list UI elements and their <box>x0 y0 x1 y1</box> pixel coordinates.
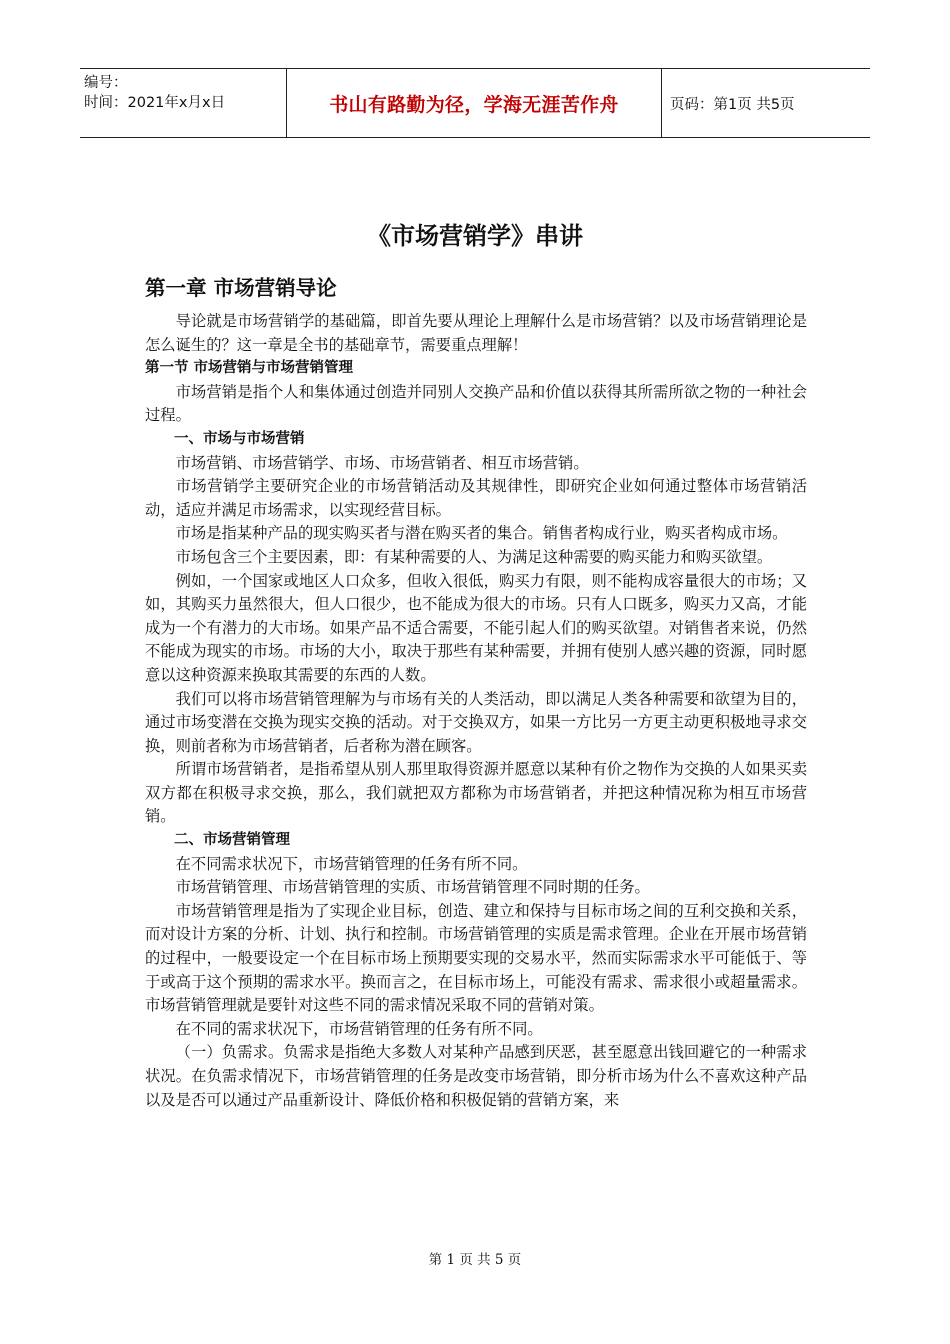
body-paragraph: 市场营销是指个人和集体通过创造并同别人交换产品和价值以获得其所需所欲之物的一种社会过程。 <box>145 382 807 425</box>
body-paragraph: 在不同的需求状况下，市场营销管理的任务有所不同。 <box>175 1019 543 1038</box>
document-body <box>145 310 807 1112</box>
page-header <box>80 68 870 138</box>
header-meta <box>80 69 286 137</box>
body-paragraph: 市场包含三个主要因素，即：有某种需要的人、为满足这种需要的购买能力和购买欲望。 <box>175 547 773 566</box>
document-number: 编号： <box>84 75 128 91</box>
body-paragraph: 市场营销管理、市场营销管理的实质、市场营销管理不同时期的任务。 <box>175 878 650 897</box>
header-page-info: 页码：第1页 共5页 <box>670 96 795 113</box>
body-paragraph: （一）负需求。负需求是指绝大多数人对某种产品感到厌恶，甚至愿意出钱回避它的一种需求状况。在负需求情况下，市场营销管理的任务是改变市场营销，即分析市场为什么不喜欢这种产品以及是否可以通过产品重新设计、降低价格和积极促销的营销方案，来 <box>145 1043 807 1109</box>
body-paragraph: 导论就是市场营销学的基础篇，即首先要从理论上理解什么是市场营销？以及市场营销理论是怎么诞生的？这一章是全书的基础章节，需要重点理解！ <box>145 312 807 354</box>
body-paragraph: 例如，一个国家或地区人口众多，但收入很低，购买力有限，则不能构成容量很大的市场；又如，其购买力虽然很大，但人口很少，也不能成为很大的市场。只有人口既多，购买力又高，才能成为一个有潜力的大市场。如果产品不适合需要，不能引起人们的购买欲望。对销售者来说，仍然不能成为现实的市场。市场的大小，取决于那些有某种需要，并拥有使别人感兴趣的资源，同时愿意以这种资源来换取其需要的东西的人数。 <box>145 571 807 684</box>
body-paragraph: 我们可以将市场营销管理解为与市场有关的人类活动，即以满足人类各种需要和欲望为目的，通过市场变潜在交换为现实交换的活动。对于交换双方，如果一方比另一方更主动更积极地寻求交换，则前者称为市场营销者，后者称为潜在顾客。 <box>145 689 807 755</box>
body-paragraph: 市场营销、市场营销学、市场、市场营销者、相互市场营销。 <box>175 453 589 472</box>
body-paragraph: 所谓市场营销者，是指希望从别人那里取得资源并愿意以某种有价之物作为交换的人如果买卖双方都在积极寻求交换，那么，我们就把双方都称为市场营销者，并把这种情况称为相互市场营销。 <box>145 760 807 826</box>
document-date: 时间：2021年x月x日 <box>84 95 226 111</box>
body-paragraph: 市场营销学主要研究企业的市场营销活动及其规律性，即研究企业如何通过整体市场营销活动，适应并满足市场需求，以实现经营目标。 <box>145 477 807 519</box>
body-paragraph: 市场是指某种产品的现实购买者与潜在购买者的集合。销售者构成行业，购买者构成市场。 <box>175 524 788 543</box>
header-motto: 书山有路勤为径，学海无涯苦作舟 <box>286 69 662 137</box>
subsection-heading: 一、市场与市场营销 <box>174 430 305 447</box>
document-title: 《市场营销学》串讲 <box>367 222 583 250</box>
page-footer: 第 1 页 共 5 页 <box>428 1252 522 1268</box>
body-paragraph: 在不同需求状况下，市场营销管理的任务有所不同。 <box>175 854 528 873</box>
chapter-heading: 第一章 市场营销导论 <box>145 276 337 300</box>
subsection-heading: 二、市场营销管理 <box>174 832 290 849</box>
body-paragraph: 市场营销管理是指为了实现企业目标，创造、建立和保持与目标市场之间的互利交换和关系，而对设计方案的分析、计划、执行和控制。市场营销管理的实质是需求管理。企业在开展市场营销的过程中，一般要设定一个在目标市场上预期要实现的交易水平，然而实际需求水平可能低于、等于或高于这个预期的需求水平。换而言之，在目标市场上，可能没有需求、需求很小或超量需求。市场营销管理就是要针对这些不同的需求情况采取不同的营销对策。 <box>145 901 807 1015</box>
section-heading: 第一节 市场营销与市场营销管理 <box>145 360 354 377</box>
